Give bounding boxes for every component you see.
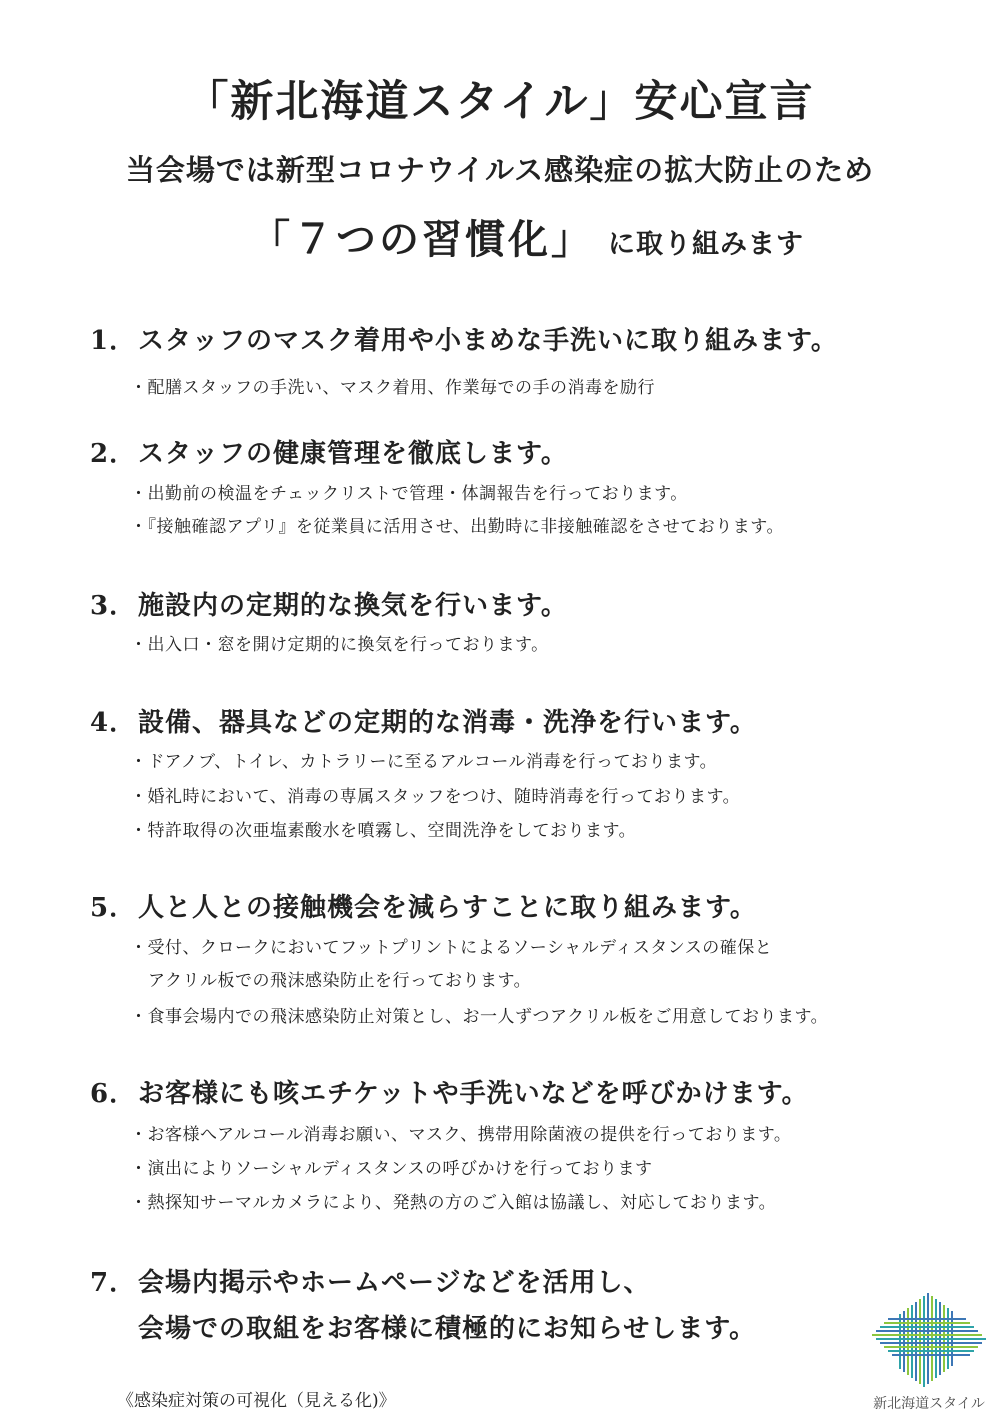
item-5-title: 人と人との接触機会を減らすことに取り組みます。 — [138, 893, 757, 923]
tagline — [250, 208, 804, 265]
item-7-note: 《感染症対策の可視化（見える化)》 — [117, 1391, 396, 1411]
item-7-title: 会場内掲示やホームページなどを活用し、 — [138, 1268, 651, 1298]
item-4-title: 設備、器具などの定期的な消毒・洗浄を行います。 — [138, 708, 757, 738]
item-6-bullet-3: ・熱探知サーマルカメラにより、発熱の方のご入館は協議し、対応しております。 — [130, 1193, 777, 1213]
item-4-heading — [90, 702, 757, 739]
hokkaido-cross-logo-icon — [866, 1289, 992, 1393]
item-4-bullet-3: ・特許取得の次亜塩素酸水を噴霧し、空間洗浄をしております。 — [130, 821, 637, 841]
tagline-suffix: に取り組みます — [608, 229, 804, 260]
item-5-bullet-2: ・食事会場内での飛沫感染防止対策とし、お一人ずつアクリル板をご用意しております。 — [130, 1007, 829, 1027]
item-6-heading — [90, 1073, 809, 1110]
new-hokkaido-style-logo — [866, 1289, 992, 1421]
item-7-heading — [90, 1262, 650, 1299]
item-3-bullet-1: ・出入口・窓を開け定期的に換気を行っております。 — [130, 635, 549, 655]
item-1-title: スタッフのマスク着用や小まめな手洗いに取り組みます。 — [138, 326, 838, 356]
item-5-number: 5． — [90, 893, 137, 923]
item-3-heading — [90, 585, 568, 622]
item-2-bullet-2: ・『接触確認アプリ』を従業員に活用させ、出勤時に非接触確認をさせております。 — [130, 517, 784, 537]
item-3-number: 3． — [90, 591, 137, 621]
item-2-bullet-1: ・出勤前の検温をチェックリストで管理・体調報告を行っております。 — [130, 484, 688, 504]
item-1-bullet-1: ・配膳スタッフの手洗い、マスク着用、作業毎での手の消毒を励行 — [130, 378, 655, 398]
page-title: 「新北海道スタイル」安心宣言 — [185, 77, 815, 127]
page-subtitle: 当会場では新型コロナウイルス感染症の拡大防止のため — [125, 153, 875, 187]
item-6-number: 6． — [90, 1079, 137, 1109]
item-6-title: お客様にも咳エチケットや手洗いなどを呼びかけます。 — [138, 1079, 809, 1109]
item-3-title: 施設内の定期的な換気を行います。 — [138, 591, 568, 621]
item-1-number: 1． — [90, 326, 137, 356]
item-4-bullet-2: ・婚礼時において、消毒の専属スタッフをつけ、随時消毒を行っております。 — [130, 787, 741, 807]
item-1-heading — [90, 320, 838, 357]
item-7-number: 7． — [90, 1268, 137, 1298]
item-2-heading — [90, 433, 568, 470]
item-5-bullet-1-cont: アクリル板での飛沫感染防止を行っております。 — [148, 971, 532, 991]
item-4-bullet-1: ・ドアノブ、トイレ、カトラリーに至るアルコール消毒を行っております。 — [130, 752, 718, 772]
item-6-bullet-2: ・演出によりソーシャルディスタンスの呼びかけを行っております — [130, 1159, 653, 1179]
item-4-number: 4． — [90, 708, 137, 738]
item-6-bullet-1: ・お客様へアルコール消毒お願い、マスク、携帯用除菌液の提供を行っております。 — [130, 1125, 792, 1145]
item-7-title-line-2: 会場での取組をお客様に積極的にお知らせします。 — [138, 1314, 757, 1344]
item-5-heading — [90, 887, 757, 924]
item-2-number: 2． — [90, 439, 137, 469]
tagline-main: 「７つの習慣化」 — [250, 216, 594, 263]
item-5-bullet-1: ・受付、クロークにおいてフットプリントによるソーシャルディスタンスの確保と — [130, 938, 773, 958]
logo-text: 新北海道スタイル — [873, 1396, 985, 1412]
item-2-title: スタッフの健康管理を徹底します。 — [138, 439, 568, 469]
